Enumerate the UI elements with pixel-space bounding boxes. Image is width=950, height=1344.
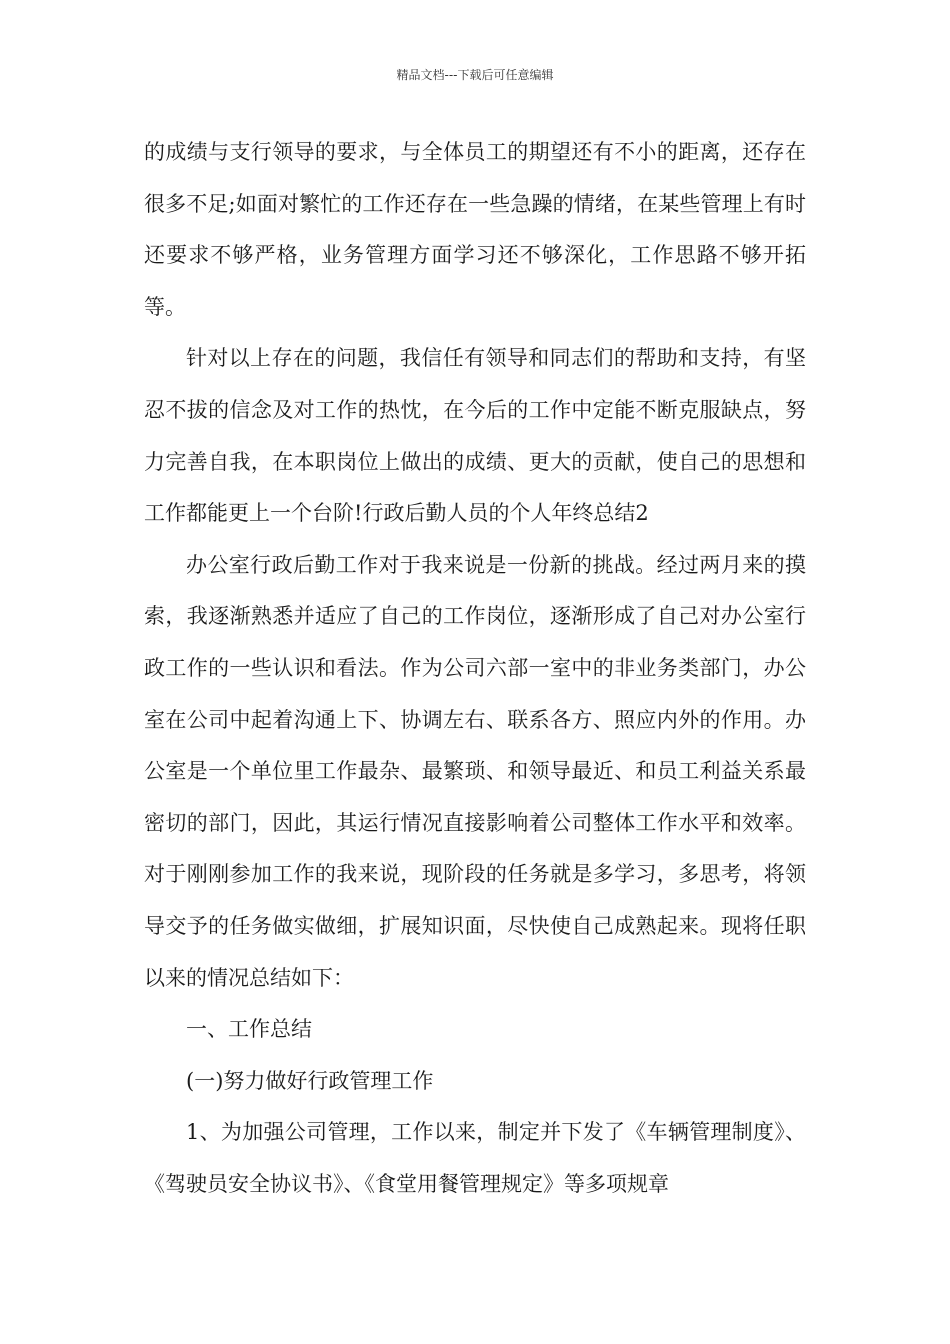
paragraph-office-introduction: 办公室行政后勤工作对于我来说是一份新的挑战。经过两月来的摸索，我逐渐熟悉并适应了自己的工作岗位，逐渐形成了自己对办公室行政工作的一些认识和看法。作为公司六部一室中的非业务类部门，办公室在公司中起着沟通上下、协调左右、联系各方、照应内外的作用。办公室是一个单位里工作最杂、最繁琐、和领导最近、和员工利益关系最密切的部门，因此，其运行情况直接影响着公司整体工作水平和效率。对于刚刚参加工作的我来说，现阶段的任务就是多学习，多思考，将领导交予的任务做实做细，扩展知识面，尽快使自己成熟起来。现将任职以来的情况总结如下：: [144, 552, 806, 990]
page-header: 精品文档---下载后可任意编辑: [396, 68, 554, 82]
section-heading-work-summary: 一、工作总结: [186, 1017, 312, 1042]
paragraph-item-1: 1、为加强公司管理，工作以来，制定并下发了《车辆管理制度》、《驾驶员安全协议书》、《食堂用餐管理规定》等多项规章: [144, 1120, 806, 1196]
paragraph-continuation: 的成绩与支行领导的要求，与全体员工的期望还有不小的距离，还存在很多不足;如面对繁忙的工作还存在一些急躁的情绪，在某些管理上有时还要求不够严格，业务管理方面学习还不够深化，工作思路不够开拓等。: [144, 140, 806, 319]
subsection-heading-admin-management: (一)努力做好行政管理工作: [186, 1068, 434, 1093]
document-body: [144, 127, 806, 1210]
paragraph-problems-response: 针对以上存在的问题，我信任有领导和同志们的帮助和支持，有坚忍不拔的信念及对工作的热忱，在今后的工作中定能不断克服缺点，努力完善自我，在本职岗位上做出的成绩、更大的贡献，使自己的思想和工作都能更上一个台阶!行政后勤人员的个人年终总结2: [144, 346, 806, 526]
